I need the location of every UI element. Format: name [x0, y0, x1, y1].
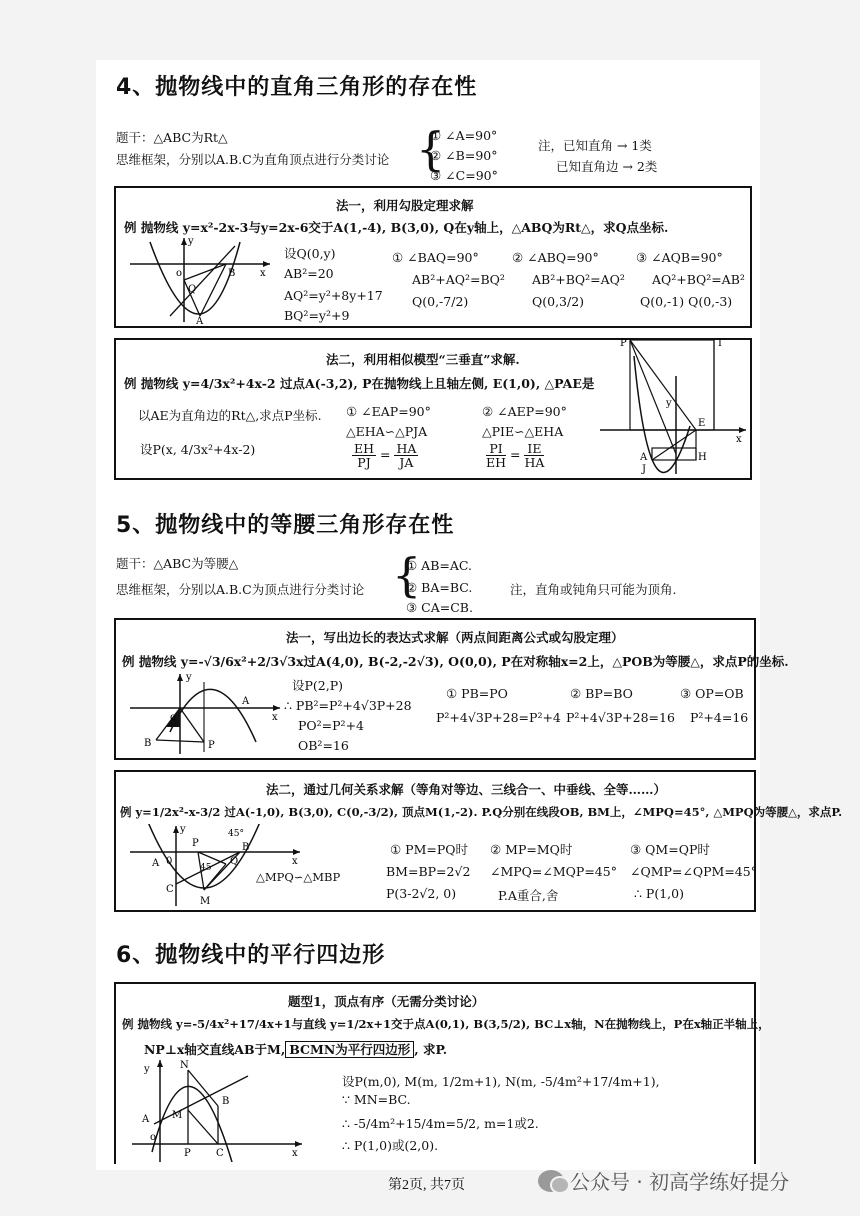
sec5-m1-setup-3: PO²=P²+4	[298, 718, 364, 733]
section-6-heading: 6、抛物线中的平行四边形	[116, 943, 386, 968]
sec4-m2-title: 法二，利用相似模型“三垂直”求解.	[326, 352, 520, 367]
sec6-example: 例 抛物线 y=-5/4x²+17/4x+1与直线 y=1/2x+1交于点A(0,1), B(3,5/2), BC⊥x轴，N在抛物线上，P在x轴正半轴上，	[122, 1017, 770, 1031]
sec5-m2-c2-title: ② MP=MQ时	[490, 842, 573, 857]
sec5-note: 注，直角或钝角只可能为顶角.	[510, 582, 677, 597]
svg-text:B: B	[228, 268, 236, 279]
svg-text:45: 45	[200, 863, 212, 873]
sec4-note-2: 已知直角边 → 2类	[556, 159, 658, 174]
sec4-m1-c1-title: ① ∠BAQ=90°	[392, 250, 479, 265]
svg-text:C: C	[166, 884, 174, 895]
watermark	[538, 1166, 789, 1195]
sec5-m2-c3-title: ③ QM=QP时	[630, 842, 710, 857]
sec4-m1-c3-eq: AQ²+BQ²=AB²	[652, 272, 745, 287]
sec5-case-1: ① AB=AC.	[406, 558, 472, 573]
watermark-text: 公众号 · 初高学练好提分	[570, 1170, 790, 1194]
sec5-m2-c2-eq: ∠MPQ=∠MQP=45°	[490, 864, 617, 879]
sec5-m2-graph	[130, 824, 310, 908]
sec4-m1-c3-title: ③ ∠AQB=90°	[636, 250, 723, 265]
svg-text:M: M	[172, 1110, 183, 1121]
sec4-frame: 思维框架，分别以A.B.C为直角顶点进行分类讨论	[116, 152, 390, 167]
brace: {	[416, 122, 446, 176]
sec4-case-2: ② ∠B=90°	[430, 148, 498, 163]
svg-text:N: N	[180, 1060, 189, 1071]
sec4-case-3: ③ ∠C=90°	[430, 168, 498, 183]
sec6-step-1: 设P(m,0), M(m, 1/2m+1), N(m, -5/4m²+17/4m+1),	[342, 1074, 660, 1089]
sec5-m1-c1-title: ① PB=PO	[446, 686, 508, 701]
svg-text:o: o	[150, 1132, 157, 1143]
sec6-box	[114, 982, 770, 1164]
sec4-m2-c2-ratio: $\frac{PI}{EH}$ = $\frac{IE}{HA}$	[486, 441, 545, 471]
svg-text:y: y	[180, 824, 186, 835]
sec4-m2-c1-ratio: $\frac{EH}{PJ}$ = $\frac{HA}{JA}$	[354, 441, 417, 471]
sec6-boxed: BCMN为平行四边形	[285, 1041, 414, 1058]
sec4-m2-c2-sim: △PIE∽△EHA	[482, 424, 564, 439]
sec6-step-2: ∵ MN=BC.	[342, 1092, 411, 1107]
svg-text:x: x	[292, 1148, 298, 1159]
sec4-m2-example2: 以AE为直角边的Rt△,求点P坐标.	[138, 408, 322, 423]
sec5-m2-c3-eq: ∠QMP=∠QPM=45°	[630, 864, 757, 879]
sec5-m1-c2-title: ② BP=BO	[570, 686, 633, 701]
svg-text:x: x	[272, 712, 278, 723]
sec6-step-3: ∴ -5/4m²+15/4m=5/2, m=1或2.	[342, 1116, 539, 1131]
sec5-case-2: ② BA=BC.	[406, 580, 473, 595]
sec5-method2-box	[114, 770, 843, 912]
wechat-icon	[538, 1170, 564, 1192]
sec5-m1-graph	[130, 672, 290, 756]
svg-text:x: x	[260, 268, 266, 279]
sec4-m1-setup-4: BQ²=y²+9	[284, 308, 350, 323]
sec6-step-4: ∴ P(1,0)或(2,0).	[342, 1138, 439, 1153]
sec4-m1-c2-eq: AB²+BQ²=AQ²	[532, 272, 625, 287]
svg-text:o: o	[170, 712, 177, 723]
sec4-m1-graph	[130, 236, 280, 324]
svg-text:H: H	[698, 452, 707, 463]
sec4-m1-setup-3: AQ²=y²+8y+17	[284, 288, 383, 303]
svg-text:o: o	[176, 268, 183, 279]
sec5-m1-c2-eq: P²+4√3P+28=16	[566, 710, 675, 725]
sec4-m2-example: 例 抛物线 y=4/3x²+4x-2 过点A(-3,2), P在抛物线上且轴左侧, E(1,0), △PAE是	[124, 376, 595, 391]
sec5-m2-c1-eq: BM=BP=2√2	[386, 864, 471, 879]
sec5-m2-c1-title: ① PM=PQ时	[390, 842, 469, 857]
sec5-m2-sim: △MPQ∽△MBP	[256, 870, 341, 884]
sec5-case-3: ③ CA=CB.	[406, 600, 473, 615]
svg-text:J: J	[642, 464, 647, 475]
sec4-m1-example: 例 抛物线 y=x²-2x-3与y=2x-6交于A(1,-4), B(3,0), Q在y轴上，△ABQ为Rt△，求Q点坐标.	[124, 220, 669, 235]
svg-text:y: y	[144, 1064, 150, 1075]
sec6-graph	[132, 1056, 312, 1162]
svg-text:y: y	[188, 236, 194, 247]
svg-text:A: A	[196, 316, 204, 324]
svg-text:A: A	[142, 1114, 150, 1125]
sec5-method1-box	[114, 618, 789, 760]
sec4-m1-title: 法一，利用勾股定理求解	[336, 198, 474, 213]
svg-text:B: B	[222, 1096, 230, 1107]
sec4-note-1: 注，已知直角 → 1类	[538, 138, 652, 153]
svg-text:P: P	[620, 338, 627, 349]
sec4-topic: 题干：△ABC为Rt△	[116, 130, 228, 145]
svg-text:45°: 45°	[228, 829, 244, 839]
svg-text:P: P	[192, 838, 199, 849]
sec5-topic: 题干：△ABC为等腰△	[116, 556, 239, 571]
svg-text:P: P	[184, 1148, 191, 1159]
sec6-title: 题型1，顶点有序（无需分类讨论）	[288, 994, 485, 1009]
svg-text:Q: Q	[188, 284, 197, 295]
svg-text:C: C	[216, 1148, 224, 1159]
sec5-m2-c2-ans: P.A重合,舍	[498, 888, 559, 903]
sec5-m1-c3-title: ③ OP=OB	[680, 686, 744, 701]
section-4-heading: 4、抛物线中的直角三角形的存在性	[116, 75, 478, 100]
svg-text:B: B	[144, 738, 152, 749]
sec5-m2-example: 例 y=1/2x²-x-3/2 过A(-1,0), B(3,0), C(0,-3/2), 顶点M(1,-2). P.Q分别在线段OB, BM上，∠MPQ=45°, △MPQ为等腰△，求点P.	[120, 805, 843, 819]
sec5-m1-setup-1: 设P(2,P)	[292, 678, 344, 693]
svg-text:M: M	[200, 896, 211, 907]
sec6-example-2: NP⊥x轴交直线AB于M, BCMN为平行四边形 , 求P.	[144, 1042, 448, 1057]
svg-text:B: B	[242, 842, 250, 853]
sec4-m2-c1-sim: △EHA∽△PJA	[346, 424, 428, 439]
sec4-m1-setup-1: 设Q(0,y)	[284, 246, 336, 261]
svg-text:A: A	[640, 452, 648, 463]
sec5-m1-title: 法一，写出边长的表达式求解（两点间距离公式或勾股定理）	[286, 630, 624, 645]
sec5-m1-c3-eq: P²+4=16	[690, 710, 749, 725]
sec5-m2-title: 法二，通过几何关系求解（等角对等边、三线合一、中垂线、全等……）	[266, 782, 667, 797]
section-5-heading: 5、抛物线中的等腰三角形存在性	[116, 513, 455, 538]
sec4-m2-graph	[600, 336, 750, 476]
svg-text:0: 0	[166, 856, 173, 867]
sec4-m2-c2-title: ② ∠AEP=90°	[482, 404, 567, 419]
sec5-frame: 思维框架，分别以A.B.C为顶点进行分类讨论	[116, 582, 365, 597]
svg-text:A: A	[152, 858, 160, 869]
svg-text:y: y	[186, 672, 192, 683]
svg-text:A: A	[242, 696, 250, 707]
sec5-m1-setup-2: ∴ PB²=P²+4√3P+28	[284, 698, 412, 713]
sec5-m2-c3-ans: ∴ P(1,0)	[634, 886, 684, 901]
svg-text:E: E	[698, 418, 706, 429]
sec5-m2-c1-ans: P(3-2√2, 0)	[386, 886, 457, 901]
sec4-m1-c1-eq: AB²+AQ²=BQ²	[412, 272, 505, 287]
sec4-m1-c3-ans: Q(0,-1) Q(0,-3)	[640, 294, 733, 309]
sec5-m1-setup-4: OB²=16	[298, 738, 349, 753]
sec4-case-1: ① ∠A=90°	[430, 128, 498, 143]
sec4-method1-box	[114, 186, 752, 328]
sec5-m1-c1-eq: P²+4√3P+28=P²+4	[436, 710, 561, 725]
page-footer: 第2页, 共7页	[388, 1178, 465, 1193]
sec4-m1-c2-ans: Q(0,3/2)	[532, 294, 585, 309]
sec4-m2-c1-title: ① ∠EAP=90°	[346, 404, 431, 419]
sec4-m1-c2-title: ② ∠ABQ=90°	[512, 250, 599, 265]
svg-text:y: y	[666, 398, 672, 409]
brace: {	[392, 548, 422, 602]
svg-text:I: I	[718, 338, 722, 349]
svg-text:Q: Q	[230, 856, 239, 867]
sec4-m1-c1-ans: Q(0,-7/2)	[412, 294, 469, 309]
sec4-m1-setup-2: AB²=20	[284, 266, 334, 281]
svg-text:x: x	[292, 856, 298, 867]
svg-text:x: x	[736, 434, 742, 445]
svg-text:P: P	[208, 740, 215, 751]
sec4-m2-set: 设P(x, 4/3x²+4x-2)	[140, 442, 256, 457]
sec5-m1-example: 例 抛物线 y=-√3/6x²+2/3√3x过A(4,0), B(-2,-2√3), O(0,0), P在对称轴x=2上，△POB为等腰△，求点P的坐标.	[122, 654, 789, 669]
